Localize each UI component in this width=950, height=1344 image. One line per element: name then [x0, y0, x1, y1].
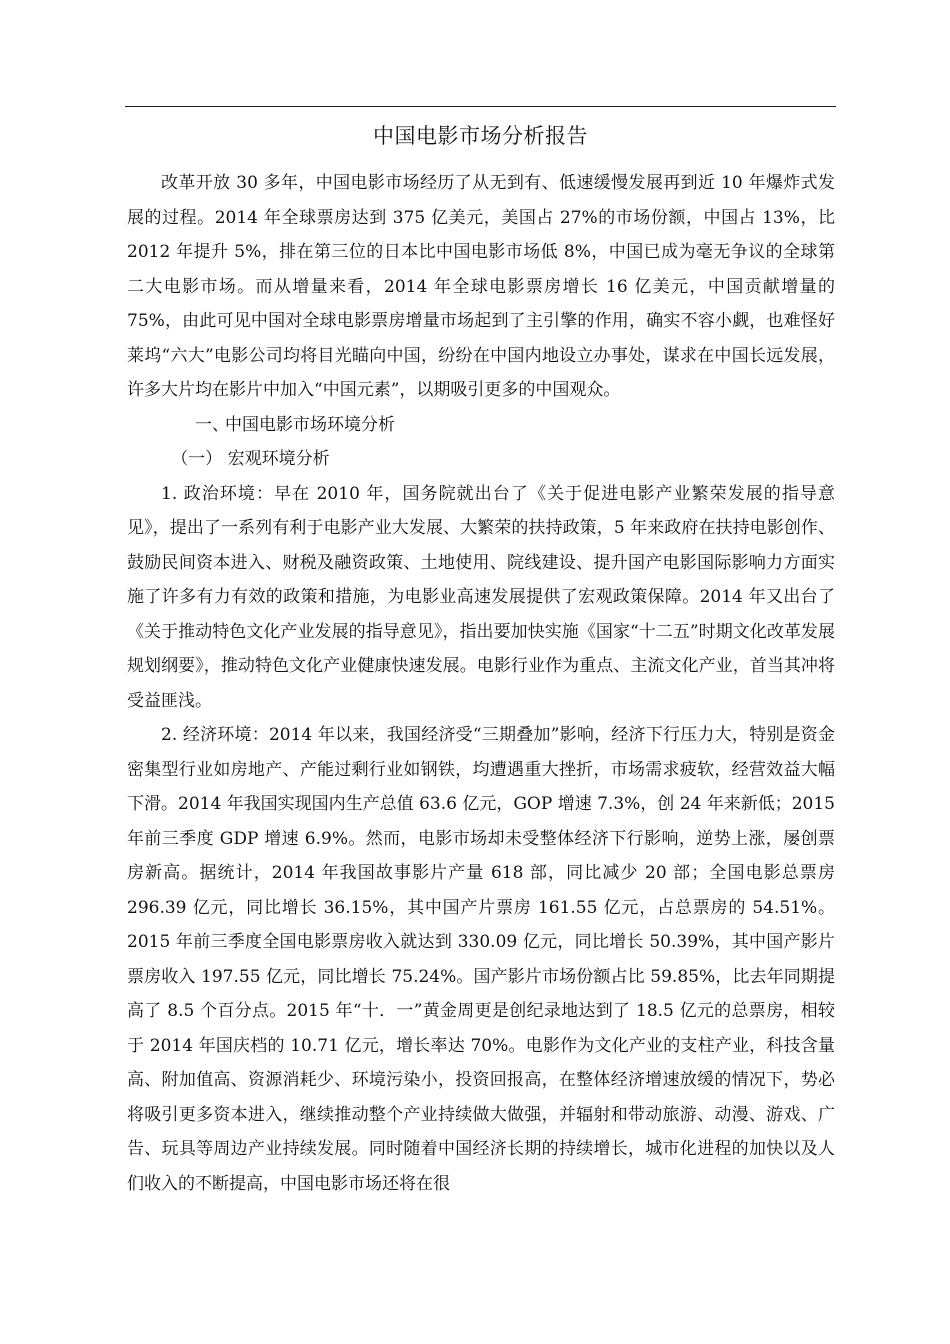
- intro-paragraph: 改革开放 30 多年，中国电影市场经历了从无到有、低速缓慢发展再到近 10 年爆炸式发展的过程。2014 年全球票房达到 375 亿美元，美国占 27%的市场份额，中国占 13%，比 2012 年提升 5%，排在第三位的日本比中国电影市场低 8%，中国已成为毫无争议的全球第二大电影市场。而从增量来看，2014 年全球电影票房增长 16 亿美元，中国贡献增量的 75%，由此可见中国对全球电影票房增量市场起到了主引擎的作用，确实不容小觑，也难怪好莱坞“六大”电影公司均将目光瞄向中国，纷纷在中国内地设立办事处，谋求在中国长远发展，许多大片均在影片中加入“中国元素”，以期吸引更多的中国观众。: [127, 173, 835, 400]
- section-number: 一、: [195, 414, 229, 435]
- subsection-heading: （一） 宏观环境分析: [171, 449, 330, 469]
- section-heading: [127, 408, 835, 443]
- document-title: 中国电影市场分析报告: [373, 124, 588, 148]
- political-paragraph: 1. 政治环境：早在 2010 年，国务院就出台了《关于促进电影产业繁荣发展的指导意见》，提出了一系列有利于电影产业大发展、大繁荣的扶持政策，5 年来政府在扶持电影创作、鼓励民间资本进入、财税及融资政策、土地使用、院线建设、提升国产电影国际影响力方面实施了许多有力有效的政策和措施，为电影业高速发展提供了宏观政策保障。2014 年又出台了《关于推动特色文化产业发展的指导意见》，指出要加快实施《国家“十二五”时期文化改革发展规划纲要》，推动特色文化产业健康快速发展。电影行业作为重点、主流文化产业，首当其冲将受益匪浅。: [127, 483, 835, 711]
- document-body: [127, 166, 835, 1201]
- header-rule: [125, 106, 836, 107]
- section-title: 中国电影市场环境分析: [225, 414, 395, 435]
- economic-paragraph: 2. 经济环境：2014 年以来，我国经济受“三期叠加”影响，经济下行压力大，特别是资金密集型行业如房地产、产能过剩行业如钢铁，均遭遇重大挫折，市场需求疲软，经营效益大幅下滑。2014 年我国实现国内生产总值 63.6 亿元，GOP 增速 7.3%，创 24 年来新低；2015 年前三季度 GDP 增速 6.9%。然而，电影市场却未受整体经济下行影响，逆势上涨，屡创票房新高。据统计，2014 年我国故事影片产量 618 部，同比减少 20 部；全国电影总票房 296.39 亿元，同比增长 36.15%，其中国产片票房 161.55 亿元，占总票房的 54.51%。2015 年前三季度全国电影票房收入就达到 330.09 亿元，同比增长 50.39%，其中国产影片票房收入 197.55 亿元，同比增长 75.24%。国产影片市场份额占比 59.85%，比去年同期提高了 8.5 个百分点。2015 年“十．一”黄金周更是创纪录地达到了 18.5 亿元的总票房，相较于 2014 年国庆档的 10.71 亿元，增长率达 70%。电影作为文化产业的支柱产业，科技含量高、附加值高、资源消耗少、环境污染小，投资回报高，在整体经济增速放缓的情况下，势必将吸引更多资本进入，继续推动整个产业持续做大做强，并辐射和带动旅游、动漫、游戏、广告、玩具等周边产业持续发展。同时随着中国经济长期的持续增长，城市化进程的加快以及人们收入的不断提高，中国电影市场还将在很: [127, 725, 835, 1194]
